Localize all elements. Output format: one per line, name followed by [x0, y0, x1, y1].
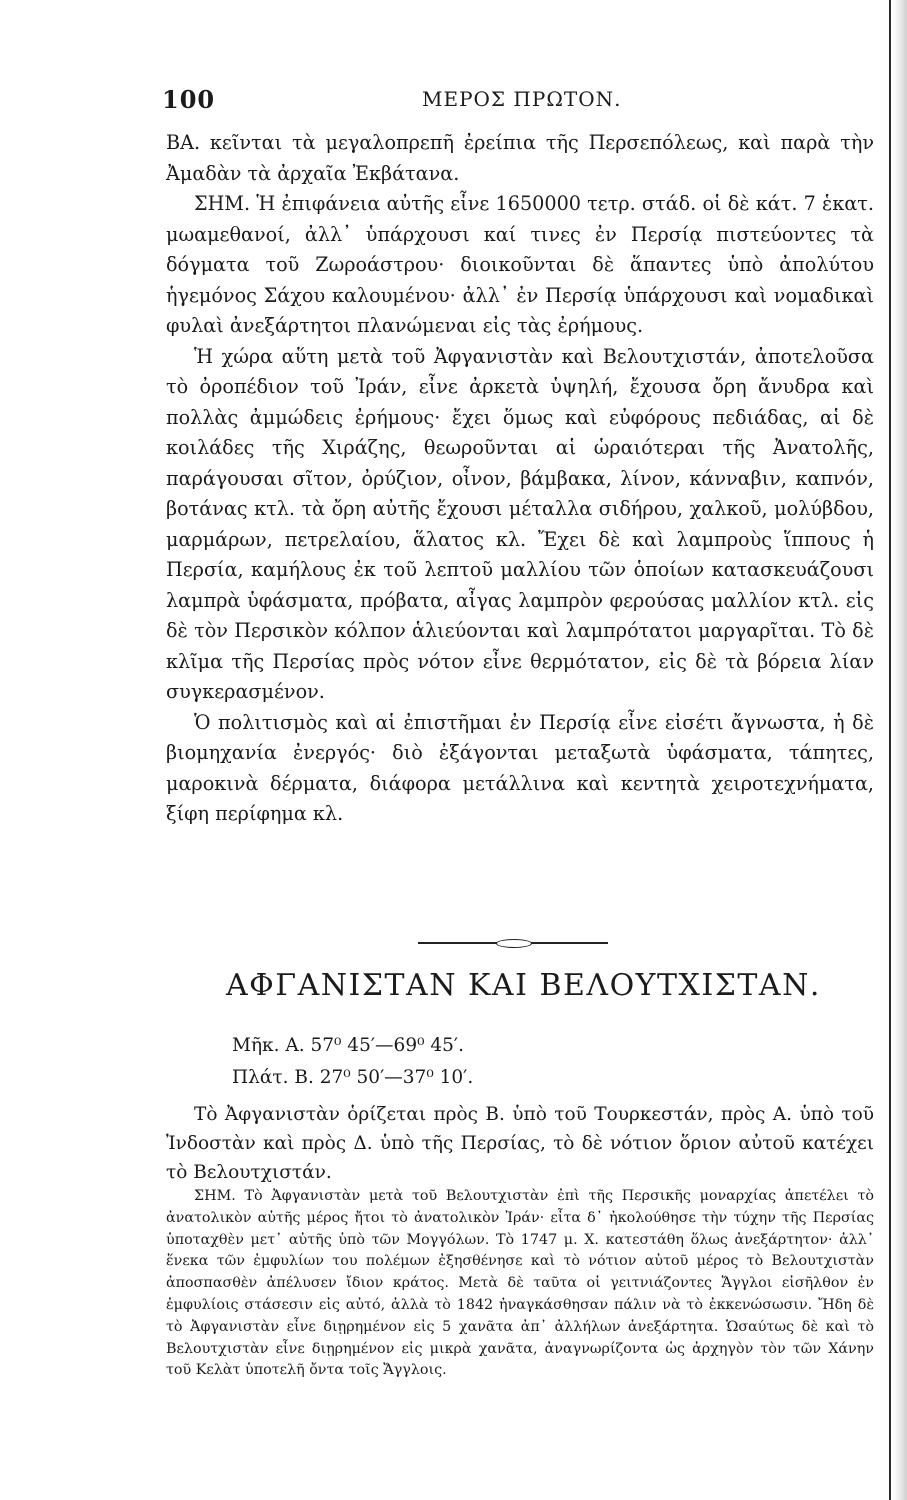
- page-edge: [893, 0, 907, 1500]
- section-title: ΑΦΓΑΝΙΣΤΑΝ ΚΑΙ ΒΕΛΟΥΤΧΙΣΤΑΝ.: [226, 968, 821, 1003]
- footnote-block: [166, 1186, 874, 1382]
- running-head: ΜΕΡΟΣ ΠΡΩΤΟΝ.: [422, 87, 622, 111]
- page-edge-line: [889, 0, 891, 1500]
- paragraph-1: ΒΑ. κεῖνται τὰ μεγαλοπρεπῆ ἐρείπια τῆς Περσεπόλεως, καὶ παρὰ τὴν Ἀμαδὰν τὰ ἀρχαῖα Ἐκβάτανα.: [166, 131, 874, 185]
- latitude: Πλάτ. Β. 27⁰ 50′—37⁰ 10′.: [232, 1067, 474, 1088]
- paragraph-3: Ἡ χώρα αὕτη μετὰ τοῦ Ἀφγανιστὰν καὶ Βελουτχιστάν, ἀποτελοῦσα τὸ ὀροπέδιον τοῦ Ἰράν, εἶνε ἀρκετὰ ὑψηλή, ἔχουσα ὄρη ἄνυδρα καὶ πολλὰς ἀμμώδεις ἐρήμους· ἔχει ὅμως καὶ εὐφόρους πεδιάδας, αἱ δὲ κοιλάδες τῆς Χιράζης, θεωροῦνται αἱ ὡραιότεραι τῆς Ἀνατολῆς, παράγουσαι σῖτον, ὀρύζιον, οἶνον, βάμβακα, λίνον, κάνναβιν, καπνόν, βοτάνας κτλ. τὰ ὄρη αὐτῆς ἔχουσι μέταλλα σιδήρου, χαλκοῦ, μολύβδου, μαρμάρων, πετρελαίου, ἅλατος κλ. Ἔχει δὲ καὶ λαμπροὺς ἵππους ἡ Περσία, καμήλους ἐκ τοῦ λεπτοῦ μαλλίου τῶν ὁποίων κατασκευάζουσι λαμπρὰ ὑφάσματα, πρόβατα, αἶγας λαμπρὸν φερούσας μαλλίον κτλ. εἰς δὲ τὸν Περσικὸν κόλπον ἁλιεύονται καὶ λαμπρότατοι μαργαρῖται. Τὸ δὲ κλῖμα τῆς Περσίας πρὸς νότον εἶνε θερμότατον, εἰς δὲ τὰ βόρεια λίαν συγκερασμένον.: [166, 344, 874, 703]
- paragraph-4: Ὁ πολιτισμὸς καὶ αἱ ἐπιστῆμαι ἐν Περσίᾳ εἶνε εἰσέτι ἄγνωστα, ἡ δὲ βιομηχανία ἐνεργός· διὸ ἐξάγονται μεταξωτὰ ὑφάσματα, τάπητες, μαροκινὰ δέρματα, διάφορα μετάλλινα καὶ κεντητὰ χειροτεχνήματα, ξίφη περίφημα κλ.: [166, 710, 874, 825]
- page-header: [162, 85, 642, 115]
- divider-ornament: [496, 939, 532, 948]
- section-divider: [418, 937, 608, 947]
- afghan-paragraph: Τὸ Ἀφγανιστὰν ὁρίζεται πρὸς Β. ὑπὸ τοῦ Τουρκεστάν, πρὸς Α. ὑπὸ τοῦ Ἰνδοστὰν καὶ πρὸς Δ. ὑπὸ τῆς Περσίας, τὸ δὲ νότιον ὅριον αὐτοῦ κατέχει τὸ Βελουτχιστάν.: [166, 1104, 874, 1183]
- page-number: 100: [162, 85, 216, 114]
- coordinates: [232, 1030, 473, 1094]
- main-text: [166, 128, 874, 830]
- afghan-note: ΣΗΜ. Τὸ Ἀφγανιστὰν μετὰ τοῦ Βελουτχιστὰν ἐπὶ τῆς Περσικῆς μοναρχίας ἀπετέλει τὸ ἀνατολικὸν αὐτῆς μέρος ἤτοι τὸ ἀνατολικὸν Ἰράν· εἶτα δ᾽ ἠκολούθησε τὴν τύχην τῆς Περσίας ὑποταχθὲν μετ᾽ αὐτῆς ὑπὸ τῶν Μογγόλων. Τὸ 1747 μ. Χ. κατεστάθη ὅλως ἀνεξάρτητον· ἀλλ᾽ ἕνεκα τῶν ἐμφυλίων του πολέμων ἐξησθένησε καὶ τὸ νότιον αὐτοῦ μέρος τὸ Βελουτχιστὰν ἀποσπασθὲν ἀπέλυσεν ἴδιον κράτος. Μετὰ δὲ ταῦτα οἱ γειτνιάζοντες Ἄγγλοι εἰσῆλθον ἐν ἐμφυλίοις στάσεσιν εἰς αὐτό, ἀλλὰ τὸ 1842 ἠναγκάσθησαν πάλιν νὰ τὸ ἐκκενώσωσιν. Ἤδη δὲ τὸ Ἀφγανιστὰν εἶνε διῃρημένον εἰς 5 χανᾶτα ἀπ᾽ ἀλλήλων ἀνεξάρτητα. Ὡσαύτως δὲ καὶ τὸ Βελουτχιστὰν εἶνε διῃρημένον εἰς μικρὰ χανᾶτα, ἀναγνωρίζοντα ὡς ἀρχηγὸν τὸν τῶν Χάνην τοῦ Κελὰτ ὑποτελῆ ὄντα τοῖς Ἄγγλοις.: [166, 1188, 874, 1379]
- note-paragraph: ΣΗΜ. Ἡ ἐπιφάνεια αὐτῆς εἶνε 1650000 τετρ. στάδ. οἱ δὲ κάτ. 7 ἑκατ. μωαμεθανοί, ἀλλ᾽ ὑπάρχουσι καί τινες ἐν Περσίᾳ πιστεύοντες τὰ δόγματα τοῦ Ζωροάστρου· διοικοῦνται δὲ ἅπαντες ὑπὸ ἀπολύτου ἡγεμόνος Σάχου καλουμένου· ἀλλ᾽ ἐν Περσίᾳ ὑπάρχουσι καὶ νομαδικαὶ φυλαὶ ἀνεξάρτητοι πλανώμεναι εἰς τὰς ἐρήμους.: [166, 192, 874, 337]
- longitude: Μῆκ. Α. 57⁰ 45′—69⁰ 45′.: [232, 1035, 465, 1056]
- afghan-paragraph-block: [166, 1100, 874, 1187]
